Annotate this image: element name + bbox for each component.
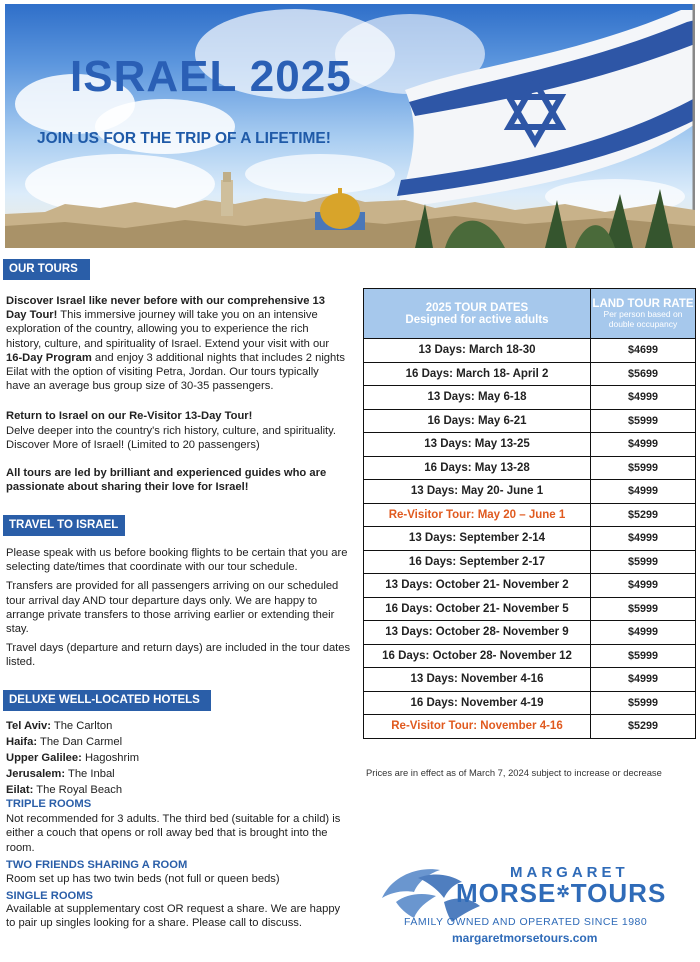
- logo-line-1: MARGARET: [510, 864, 629, 881]
- tour-price-cell: $4699: [591, 339, 696, 363]
- hotel-item: [6, 784, 351, 798]
- tour-price-cell: $5999: [591, 550, 696, 574]
- hotels-section: [6, 720, 351, 930]
- tour-dates-cell: 16 Days: May 6-21: [364, 409, 591, 433]
- tour-price-cell: $4999: [591, 527, 696, 551]
- logo-line-2: [456, 878, 666, 909]
- table-row: [364, 691, 696, 715]
- tour-price-cell: $5299: [591, 503, 696, 527]
- triple-rooms-title: TRIPLE ROOMS: [6, 797, 92, 810]
- hero-banner: [5, 4, 695, 248]
- website-link[interactable]: margaretmorsetours.com: [452, 931, 598, 945]
- tour-dates-cell: 13 Days: May 13-25: [364, 433, 591, 457]
- tour-price-cell: $5999: [591, 691, 696, 715]
- tour-dates-cell: 16 Days: September 2-17: [364, 550, 591, 574]
- tour-price-cell: $5299: [591, 715, 696, 739]
- table-row: [364, 362, 696, 386]
- page-subtitle: JOIN US FOR THE TRIP OF A LIFETIME!: [37, 130, 331, 147]
- single-rooms-text: Available at supplementary cost OR request a share. We are happy to pair up singles looking for a share. Please call to discuss.: [6, 903, 341, 929]
- revisitor-paragraph: [6, 409, 346, 452]
- hotels-header: DELUXE WELL-LOCATED HOTELS: [3, 690, 211, 711]
- travel-paragraph-3: Travel days (departure and return days) are included in the tour dates listed.: [6, 642, 351, 669]
- tour-dates-cell: 13 Days: March 18-30: [364, 339, 591, 363]
- israel-flag-image: [5, 4, 695, 248]
- star-icon: ✲: [556, 884, 571, 901]
- travel-paragraph-2: Transfers are provided for all passengers arriving on our scheduled tour arrival day AND tour departure days only. We are happy to arrange private transfers to those arriving earlier or extending their stay.: [6, 580, 339, 636]
- intro-bold-2: 16-Day Program: [6, 351, 92, 364]
- tour-dates-table: [363, 288, 696, 739]
- table-row: [364, 480, 696, 504]
- tour-dates-cell: 13 Days: November 4-16: [364, 668, 591, 692]
- tour-price-cell: $4999: [591, 480, 696, 504]
- travel-section: [6, 546, 351, 670]
- table-row: [364, 597, 696, 621]
- hotel-item: [6, 720, 351, 734]
- tour-dates-cell: 16 Days: October 28- November 12: [364, 644, 591, 668]
- our-tours-header: OUR TOURS: [3, 259, 90, 280]
- tour-dates-cell: 13 Days: May 20- June 1: [364, 480, 591, 504]
- tour-price-cell: $5999: [591, 409, 696, 433]
- company-logo: [378, 858, 683, 948]
- table-row: [364, 339, 696, 363]
- hotel-city: Eilat:: [6, 784, 34, 797]
- page-title: ISRAEL 2025: [70, 52, 352, 101]
- intro-text-1: This immersive journey will take you on an intensive exploration of the country, allowing you to experience the rich history, culture, and spirituality of Israel. Extend your visit with our: [6, 309, 330, 350]
- hotel-city: Upper Galilee:: [6, 752, 82, 765]
- hotel-city: Tel Aviv:: [6, 720, 51, 732]
- tour-dates-cell: 13 Days: September 2-14: [364, 527, 591, 551]
- tour-dates-cell: 13 Days: October 21- November 2: [364, 574, 591, 598]
- table-header-row: [364, 289, 696, 339]
- price-note: Prices are in effect as of March 7, 2024 subject to increase or decrease: [366, 767, 662, 778]
- intro-text-2: and enjoy 3 additional nights that includes 2 nights Eilat with the option of visiting Petra, Jordan. Our tours typically have an average bus group size of 30-35 passengers.: [6, 351, 345, 393]
- hotel-item: [6, 752, 351, 766]
- hotel-name: The Inbal: [65, 768, 115, 781]
- hotel-city: Haifa:: [6, 736, 38, 749]
- dates-column-header: [364, 289, 591, 339]
- table-row: [364, 456, 696, 480]
- hotel-name: The Carlton: [50, 720, 113, 732]
- table-row: [364, 715, 696, 739]
- tour-price-cell: $4999: [591, 574, 696, 598]
- hotel-item: [6, 768, 351, 782]
- tour-dates-cell: 16 Days: October 21- November 5: [364, 597, 591, 621]
- tour-price-cell: $4999: [591, 386, 696, 410]
- table-row: [364, 433, 696, 457]
- table-row: [364, 409, 696, 433]
- tour-price-cell: $5999: [591, 644, 696, 668]
- table-row: [364, 386, 696, 410]
- table-row: [364, 503, 696, 527]
- intro-bold: Discover Israel like never before with our comprehensive 13 Day Tour!: [6, 295, 325, 322]
- revisitor-text: Delve deeper into the country's rich history, culture, and spirituality. Discover More of Israel! (Limited to 20 passengers): [6, 424, 337, 451]
- tour-dates-cell: 16 Days: March 18- April 2: [364, 362, 591, 386]
- hotel-item: [6, 736, 351, 750]
- rate-header-line-1: LAND TOUR RATE: [592, 298, 694, 310]
- intro-paragraph: [6, 294, 346, 393]
- travel-header: TRAVEL TO ISRAEL: [3, 515, 125, 536]
- tour-price-cell: $4999: [591, 621, 696, 645]
- two-friends-text: Room set up has two twin beds (not full or queen beds): [6, 872, 280, 885]
- tour-dates-cell: 13 Days: May 6-18: [364, 386, 591, 410]
- logo-tours: TOURS: [570, 878, 667, 908]
- table-body: [364, 339, 696, 739]
- hotel-name: The Royal Beach: [33, 784, 123, 797]
- tour-dates-cell: 13 Days: October 28- November 9: [364, 621, 591, 645]
- triple-rooms-text: Not recommended for 3 adults. The third bed (suitable for a child) is either a couch that opens or roll away bed that is brought into the room.: [6, 812, 341, 854]
- table-row: [364, 644, 696, 668]
- rate-column-header: [591, 289, 696, 339]
- travel-paragraph-1: Please speak with us before booking flights to be certain that you are selecting date/times that coordinate with our tour schedule.: [6, 547, 348, 574]
- table-row: [364, 621, 696, 645]
- rate-header-line-2: Per person based on double occupancy: [603, 309, 683, 329]
- revisitor-bold: Return to Israel on our Re-Visitor 13-Day Tour!: [6, 410, 253, 423]
- logo-tagline: FAMILY OWNED AND OPERATED SINCE 1980: [404, 916, 648, 928]
- tour-price-cell: $4999: [591, 668, 696, 692]
- dates-header-line-1: 2025 TOUR DATES: [425, 301, 529, 314]
- tour-dates-cell: Re-Visitor Tour: May 20 – June 1: [364, 503, 591, 527]
- tour-dates-cell: 16 Days: November 4-19: [364, 691, 591, 715]
- table-row: [364, 527, 696, 551]
- hotel-city: Jerusalem:: [6, 768, 66, 781]
- tour-price-cell: $4999: [591, 433, 696, 457]
- table-row: [364, 668, 696, 692]
- table-row: [364, 550, 696, 574]
- two-friends-title: TWO FRIENDS SHARING A ROOM: [6, 859, 188, 872]
- tour-dates-cell: 16 Days: May 13-28: [364, 456, 591, 480]
- dates-header-line-2: Designed for active adults: [405, 313, 549, 326]
- tour-price-cell: $5999: [591, 597, 696, 621]
- logo-morse: MORSE: [456, 878, 557, 908]
- tour-price-cell: $5999: [591, 456, 696, 480]
- tour-price-cell: $5699: [591, 362, 696, 386]
- hotel-name: Hagoshrim: [81, 752, 140, 765]
- hotel-name: The Dan Carmel: [37, 736, 123, 749]
- table-row: [364, 574, 696, 598]
- guides-paragraph: All tours are led by brilliant and experienced guides who are passionate about sharing their love for Israel!: [6, 467, 327, 494]
- our-tours-section: [6, 294, 346, 494]
- tour-dates-cell: Re-Visitor Tour: November 4-16: [364, 715, 591, 739]
- single-rooms-title: SINGLE ROOMS: [6, 889, 94, 902]
